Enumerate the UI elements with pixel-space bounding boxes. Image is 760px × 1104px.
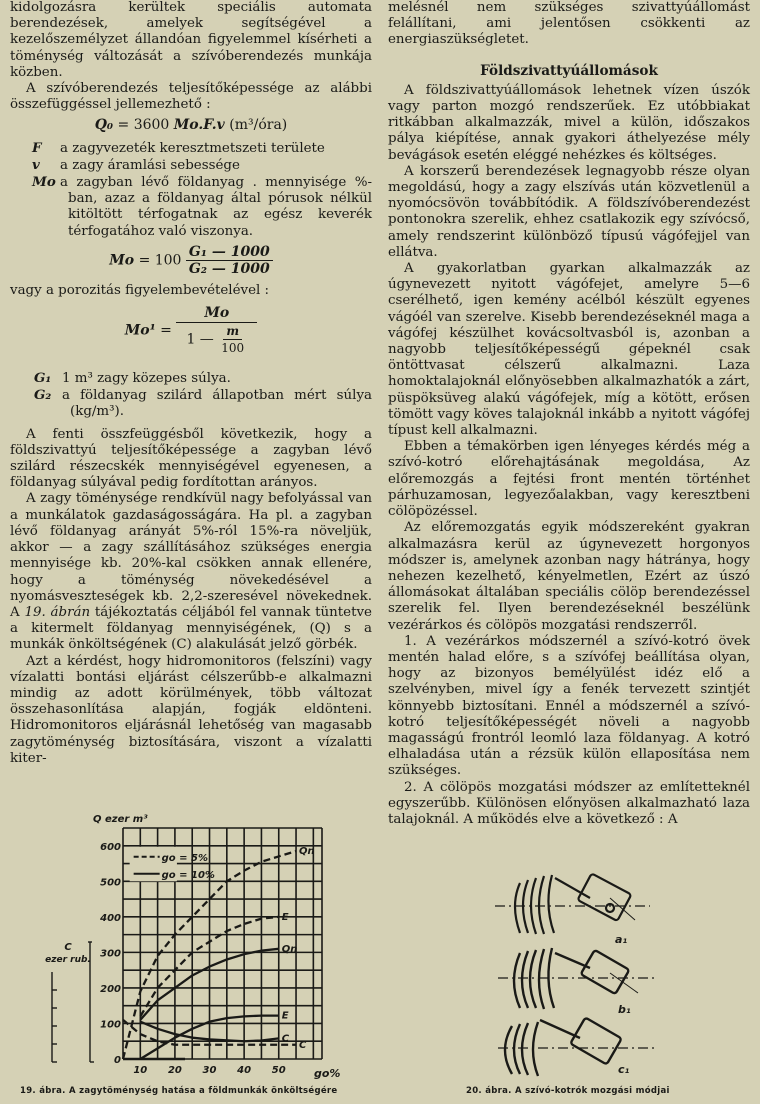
paragraph: vagy a porozitás figyelembevételével : — [10, 283, 270, 299]
paragraph: A fenti összfeüggésből következik, hogy a földszivattyú teljesítőképessége a zagyban lévő szilárd részecskék mennyiségével egyenesen, a földanyag súlyával pedig fordítottan arányos. — [10, 426, 372, 491]
series-label: Qn — [281, 943, 298, 955]
definition-list — [32, 140, 372, 240]
legend-label: go = 5% — [161, 852, 209, 864]
label-a1: a₁ — [615, 933, 628, 946]
definition: F a zagyvezeték keresztmetszeti területe — [32, 139, 325, 156]
y-tick-label: 200 — [100, 983, 121, 995]
figure-19-caption: 19. ábra. A zagytöménység hatása a földmunkák önköltségére — [20, 1086, 338, 1096]
x-tick-label: 40 — [237, 1065, 252, 1076]
definition-list — [34, 370, 372, 421]
y-axis-label: Q ezer m³ — [93, 814, 148, 825]
label-c1: c₁ — [618, 1063, 630, 1076]
section-heading: Földszivattyúállomások — [480, 62, 658, 79]
x-tick-label: 20 — [167, 1065, 182, 1076]
figure-19-chart — [0, 800, 380, 1080]
formula-mo: Mo = 100 $\frac{\text{G₁ — 1000}}{\text{G₂ — 1000}}$ — [10, 244, 372, 277]
paragraph: A szívóberendezés teljesítőképessége az alábbi összefüggéssel jellemezhető : — [10, 81, 372, 113]
x-axis-label: go% — [314, 1067, 341, 1080]
series-label: E — [281, 911, 289, 923]
right-column — [388, 0, 750, 828]
series-label: C — [281, 1033, 290, 1045]
y-tick-label: 400 — [100, 912, 121, 924]
dredger-b1 — [498, 948, 655, 1009]
y-tick-label: 0 — [114, 1055, 121, 1066]
y-tick-label: 600 — [100, 841, 121, 853]
paragraph: melésnél nem szükséges szivattyúállomást felállítani, ami jelentősen csökkenti az energiaszükségletet. — [388, 0, 750, 48]
paragraph: 1. A vezérárkos módszernél a szívó-kotró övek mentén halad előre, s a szívófej beállítása olyan, hogy az bizonyos bemélyülést idéz elő a szelvényben, mivel így a fenék tervezett szintjét könnyebb biztosítani. Ennél a módszernél a szívó-kotró teljesítőképességét növeli a nagyobb magasságú frontról leomló laza földanyag. A kotró elhaladása után a rézsük külön ellaposítása nem szükséges. — [388, 633, 750, 779]
series-label: Qn — [299, 846, 315, 858]
paragraph: A korszerű berendezések legnagyobb része olyan megoldású, hogy a zagy elszívás után közvetlenül a nyomócsövön továbbítódik. A földszívóberendezést pontonokra szerelik, ehhez csatlakozik egy szívócső, amely rendszerint különböző típusú vágófejjel van ellátva. — [388, 163, 750, 260]
series-label: E — [281, 1010, 289, 1022]
left-column — [10, 0, 372, 767]
legend-label: go = 10% — [161, 869, 215, 881]
paragraph: 2. A cölöpös mozgatási módszer az említetteknél egyszerűbb. Különösen előnyösen alkalmazható laza talajoknál. A működés elve a következő : A — [388, 779, 750, 827]
paragraph: kidolgozásra kerültek speciális automata berendezések, amelyek segítségével a kezelőszemélyzet állandóan figyelemmel kísérheti a töménység változását a szívóberendezés munkája közben. — [10, 0, 372, 80]
series-label: C — [299, 1039, 307, 1051]
paragraph: Az előremozgatás egyik módszereként gyakran alkalmazásra kerül az úgynevezett horgonyos módszer is, amelynek azonban nagy hátránya, hogy nehezen kezelhető, kényelmetlen, Ezért az úszó állomásokat általában speciális cölöp berendezéssel szerelik fel. Ilyen berendezéseknél beszélünk vezérárkos és cölöpös mozgatási rendszerről. — [388, 520, 750, 633]
definition: v a zagy áramlási sebessége — [32, 156, 240, 173]
y-tick-label: 500 — [100, 877, 121, 889]
x-tick-label: 50 — [271, 1065, 286, 1076]
definition: Mo a zagyban lévő földanyag . mennyisége %-ban, azaz a földanyag által pórusok nélkül kitöltött térfogatnak az egész keverék térfogatához való viszonya. — [32, 174, 372, 239]
figure-20-diagram — [470, 858, 710, 1078]
formula-mo-porosity: Mo¹ = Mo 1 — $\frac{m}{100}$ — [10, 305, 372, 356]
label-b1: b₁ — [618, 1003, 631, 1016]
definition: G₂ a földanyag szilárd állapotban mért súlya (kg/m³). — [34, 387, 372, 420]
dredger-c1 — [498, 1018, 655, 1076]
y2-axis-label: C — [64, 942, 72, 953]
x-tick-label: 10 — [133, 1065, 148, 1076]
x-tick-label: 30 — [202, 1065, 217, 1076]
paragraph: Azt a kérdést, hogy hidromonitoros (felszíni) vagy vízalatti bontási eljárást célszerűbb-e alkalmazni mindig az adott körülmények, több változat összehasonlítása alapján, fogják eldönteni. Hidromonitoros eljárásnál lehetőség van magasabb zagytöménység biztosítására, viszont a vízalatti kiter- — [10, 653, 372, 766]
paragraph: A gyakorlatban gyarkan alkalmazzák az úgynevezett nyitott vágófejet, amelyre 5—6 cserélhető, igen kemény acélból készült egyenes vágóél van szerelve. Kisebb berendezéseknél maga a vágófej készülhet kovácsoltvasból is, azonban a nagyobb teljesítőképességű gépeknél csak öntöttvasat célszerű alkalmazni. Laza homoktalajoknál előnyösebben alkalmazhatók a zárt, püspöksüveg alakú vágófejek, míg a kötött, erősen tömött vagy köves talajoknál inkább a nyitott vágófej típust kell alkalmazni. — [388, 261, 750, 439]
formula-q0: Q₀ = 3600 Mo.F.v (m³/óra) — [94, 117, 288, 134]
paragraph: A földszivattyúállomások lehetnek vízen úszók vagy parton mozgó rendszerűek. Ez utóbbiakat ritkábban alkalmazzák, mivel a külön, időszakos pálya kiépítése, annak gyakori áthelyezése mély bevágások esetén eléggé nehézkes és költséges. — [388, 82, 750, 163]
dredger-a1 — [495, 873, 650, 934]
y-tick-label: 300 — [100, 948, 121, 960]
figure-20-caption: 20. ábra. A szívó-kotrók mozgási módjai — [466, 1086, 670, 1096]
figure-reference: 19. ábrán — [24, 604, 91, 620]
definition: G₁ 1 m³ zagy közepes súlya. — [34, 370, 231, 387]
paragraph: Ebben a témakörben igen lényeges kérdés még a szívó-kotró előrehajtásának megoldása, Az előremozgás a fejtési front mentén történhet párhuzamosan, legyezőalakban, vagy keresztbeni cölöpözéssel. — [388, 439, 750, 520]
paragraph: A zagy töménysége rendkívül nagy befolyással van a munkálatok gazdaságosságára. Ha pl. a zagyban lévő földanyag arányát 5%-ról 15%-ra növeljük, akkor — a zagy szállításához szükséges energia mennyisége kb. 20%-kal csökken annak ellenére, hogy a töménység növekedésével a nyomásveszteségek kb. 2,2-szeresével növekednek. A 19. ábrán tájékoztatás céljából fel vannak tüntetve a kitermelt földanyag mennyiségének, (Q) s a munkák önköltségének (C) alakulását jelző görbék. — [10, 491, 372, 653]
y2-axis-label: ezer rub. — [45, 955, 91, 965]
y-tick-label: 100 — [100, 1019, 121, 1031]
